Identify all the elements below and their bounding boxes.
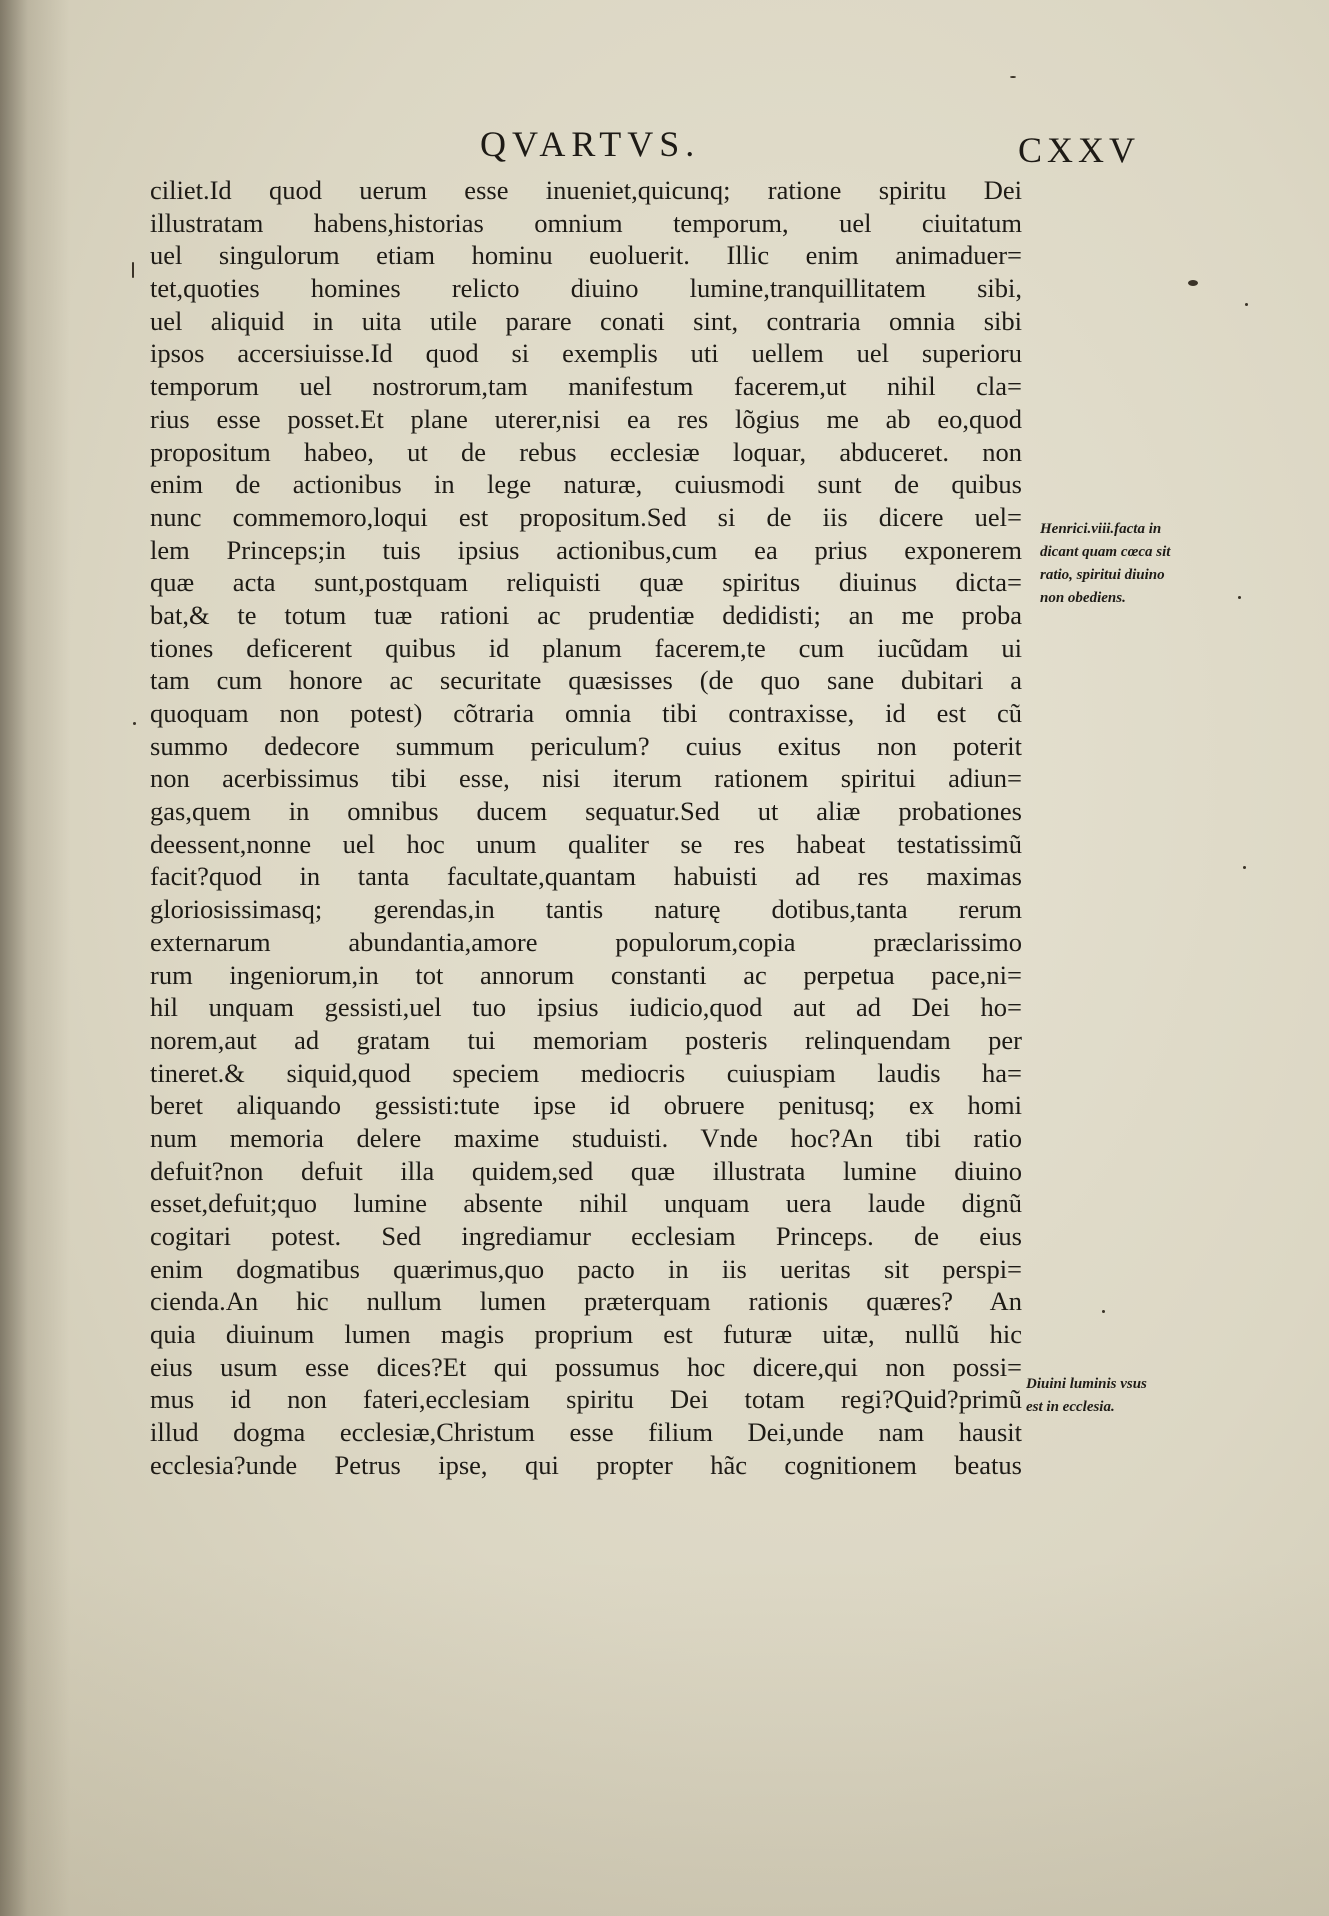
marginal-note-line: Henrici.viii.facta in bbox=[1040, 521, 1162, 537]
text-line: quæ acta sunt,postquam reliquisti quæ spiritus diuinus dicta= bbox=[150, 567, 1022, 598]
text-line: propositum habeo, ut de rebus ecclesiæ loquar, abduceret. non bbox=[150, 436, 1022, 467]
paper-speck bbox=[1245, 303, 1248, 306]
running-head: QVARTVS. bbox=[480, 124, 701, 164]
text-line: quia diuinum lumen magis proprium est futuræ uitæ, nullũ hic bbox=[150, 1319, 1022, 1350]
paper-speck bbox=[1102, 1310, 1105, 1313]
paper-speck bbox=[1010, 76, 1016, 78]
marginal-note-line: Diuini luminis vsus bbox=[1026, 1376, 1147, 1392]
text-line: cienda.An hic nullum lumen præterquam rationis quæres? An bbox=[150, 1286, 1022, 1317]
paper-speck bbox=[132, 262, 134, 278]
text-line: gloriosissimasq; gerendas,in tantis naturę dotibus,tanta rerum bbox=[150, 894, 1022, 925]
text-line: enim dogmatibus quærimus,quo pacto in iis ueritas sit perspi= bbox=[150, 1253, 1022, 1284]
marginal-note-diuini-luminis bbox=[1026, 1373, 1216, 1419]
paper-speck bbox=[1243, 866, 1246, 869]
text-line: ipsos accersiuisse.Id quod si exemplis uti uellem uel superioru bbox=[150, 338, 1022, 369]
text-line: eius usum esse dices?Et qui possumus hoc dicere,qui non possi= bbox=[150, 1351, 1022, 1382]
text-line: rius esse posset.Et plane uterer,nisi ea res lõgius me ab eo,quod bbox=[150, 403, 1022, 434]
text-line: tet,quoties homines relicto diuino lumine,tranquillitatem sibi, bbox=[150, 273, 1022, 304]
text-line: esset,defuit;quo lumine absente nihil unquam uera laude dignũ bbox=[150, 1188, 1022, 1219]
paper-speck bbox=[1188, 280, 1198, 286]
marginal-note-henrici bbox=[1040, 518, 1230, 610]
marginal-note-line: non obediens. bbox=[1040, 590, 1126, 606]
marginal-note-line: ratio, spiritui diuino bbox=[1040, 567, 1165, 583]
text-line: quoquam non potest) cõtraria omnia tibi contraxisse, id est cũ bbox=[150, 698, 1022, 728]
text-line: defuit?non defuit illa quidem,sed quæ illustrata lumine diuino bbox=[150, 1155, 1022, 1186]
text-line: beret aliquando gessisti:tute ipse id obruere penitusq; ex homi bbox=[150, 1090, 1022, 1121]
text-line: uel aliquid in uita utile parare conati sint, contraria omnia sibi bbox=[150, 305, 1022, 336]
paper-toning bbox=[0, 1560, 1329, 1916]
text-line: deessent,nonne uel hoc unum qualiter se res habeat testatissimũ bbox=[150, 828, 1022, 859]
text-line: gas,quem in omnibus ducem sequatur.Sed ut aliæ probationes bbox=[150, 796, 1022, 827]
text-line: illud dogma ecclesiæ,Christum esse filium Dei,unde nam hausit bbox=[150, 1417, 1022, 1448]
text-line: ecclesia?unde Petrus ipse, qui propter hãc cognitionem beatus bbox=[150, 1449, 1022, 1480]
text-line: hil unquam gessisti,uel tuo ipsius iudicio,quod aut ad Dei ho= bbox=[150, 992, 1022, 1023]
text-line: num memoria delere maxime studuisti. Vnde hoc?An tibi ratio bbox=[150, 1122, 1022, 1153]
text-line: tineret.& siquid,quod speciem mediocris cuiuspiam laudis ha= bbox=[150, 1057, 1022, 1088]
text-line: illustratam habens,historias omnium temporum, uel ciuitatum bbox=[150, 207, 1022, 238]
text-line: uel singulorum etiam hominu euoluerit. Illic enim animaduer= bbox=[150, 240, 1022, 271]
text-line: summo dedecore summum periculum? cuius exitus non poterit bbox=[150, 730, 1022, 761]
marginal-note-line: dicant quam cœca sit bbox=[1040, 544, 1171, 560]
text-line: lem Princeps;in tuis ipsius actionibus,cum ea prius exponerem bbox=[150, 534, 1022, 565]
text-line: externarum abundantia,amore populorum,copia præclarissimo bbox=[150, 926, 1022, 957]
marginal-note-line: est in ecclesia. bbox=[1026, 1399, 1115, 1415]
text-line: enim de actionibus in lege naturæ, cuiusmodi sunt de quibus bbox=[150, 469, 1022, 500]
text-line: ciliet.Id quod uerum esse inueniet,quicunq; ratione spiritu Dei bbox=[150, 175, 1022, 205]
paper-speck bbox=[1238, 596, 1241, 599]
text-line: bat,& te totum tuæ rationi ac prudentiæ dedidisti; an me proba bbox=[150, 599, 1022, 630]
body-text bbox=[150, 174, 1022, 1482]
text-line: rum ingeniorum,in tot annorum constanti ac perpetua pace,ni= bbox=[150, 959, 1022, 990]
text-line: temporum uel nostrorum,tam manifestum facerem,ut nihil cla= bbox=[150, 371, 1022, 402]
text-line: non acerbissimus tibi esse, nisi iterum rationem spiritui adiun= bbox=[150, 763, 1022, 794]
text-line: norem,aut ad gratam tui memoriam posteris relinquendam per bbox=[150, 1024, 1022, 1055]
text-line: facit?quod in tanta facultate,quantam habuisti ad res maximas bbox=[150, 861, 1022, 892]
text-line: cogitari potest. Sed ingrediamur ecclesiam Princeps. de eius bbox=[150, 1221, 1022, 1251]
text-line: tam cum honore ac securitate quæsisses (de quo sane dubitari a bbox=[150, 665, 1022, 696]
folio-number: CXXV bbox=[1018, 130, 1141, 170]
text-line: nunc commemoro,loqui est propositum.Sed si de iis dicere uel= bbox=[150, 501, 1022, 532]
text-line: mus id non fateri,ecclesiam spiritu Dei totam regi?Quid?primũ bbox=[150, 1384, 1022, 1415]
text-line: tiones deficerent quibus id planum facerem,te cum iucũdam ui bbox=[150, 632, 1022, 663]
paper-speck bbox=[133, 722, 136, 725]
